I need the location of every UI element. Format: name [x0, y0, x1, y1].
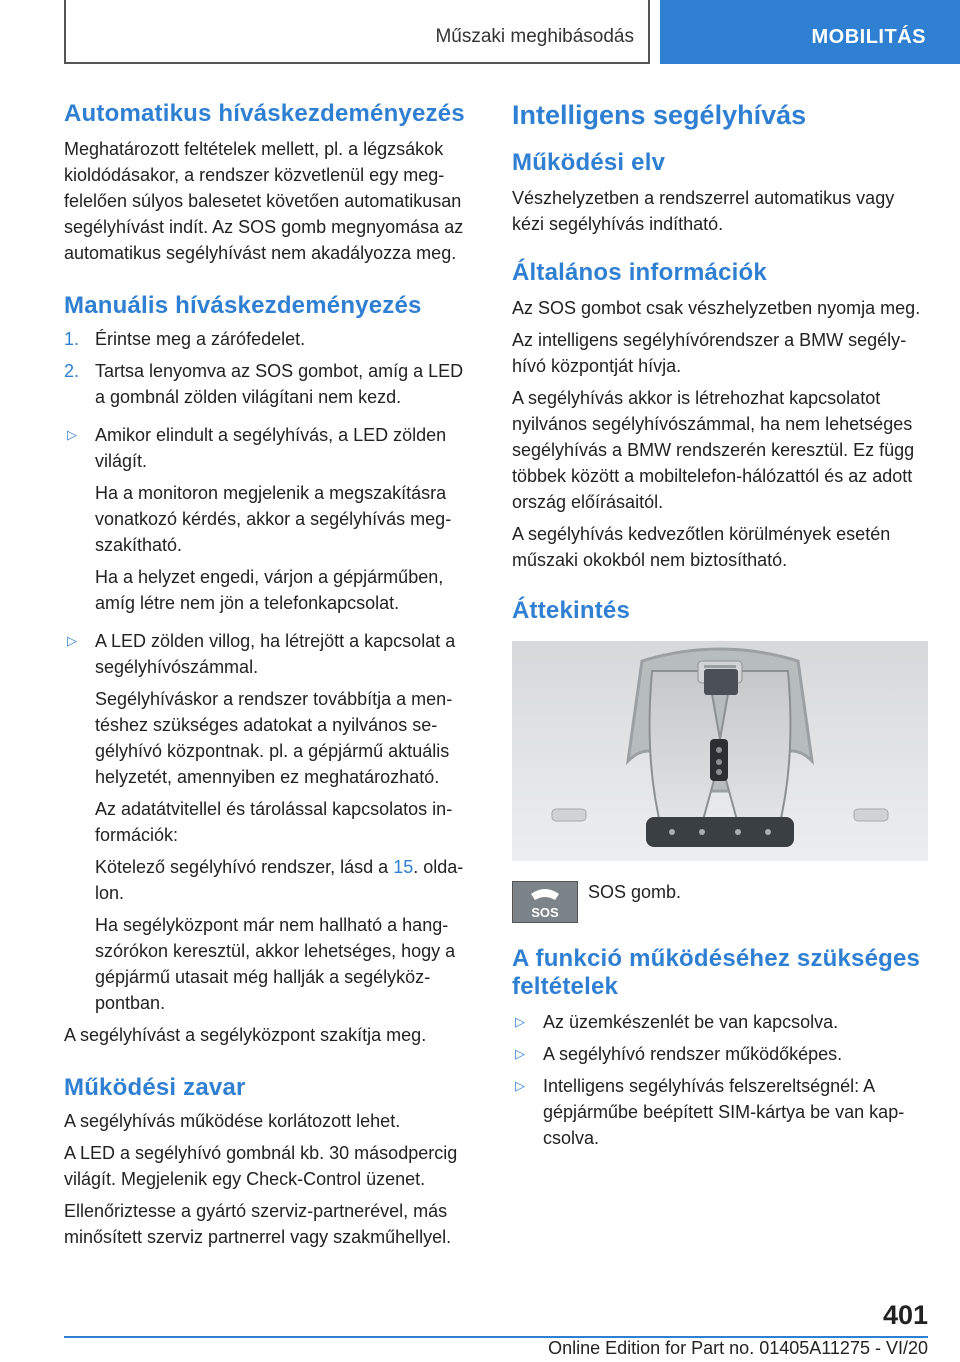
fault-heading: Működési zavar: [64, 1074, 246, 1101]
step-item: [64, 326, 476, 352]
chapter-tab-label: MOBILITÁS: [811, 26, 926, 48]
ref-text-after: . oldalon.: [95, 857, 464, 903]
sos-caption: SOS gomb.: [588, 882, 682, 902]
fault-text: Ellenőriztesse a gyártó szerviz-partnerével, más minősített szerviz partnerrel vagy szakműhellyel.: [64, 1201, 452, 1247]
auto-call-heading: Automatikus híváskezdeményezés: [64, 100, 465, 127]
overhead-console-photo: [512, 641, 928, 861]
bullet-subtext: Az adatátvitellel és tárolással kapcsolatos információk:: [95, 799, 453, 845]
principle-text: Vészhelyzetben a rendszerrel automatikus vagy kézi segélyhívás indítható.: [512, 188, 895, 234]
left-column: [64, 100, 476, 1250]
step-number: 2.: [64, 361, 80, 381]
triangle-bullet-icon: ▷: [515, 1046, 525, 1061]
overview-heading: Áttekintés: [512, 597, 631, 624]
requirement-item: [512, 1041, 928, 1067]
sos-icon-label: SOS: [531, 905, 559, 920]
bullet-text: A LED zölden villog, ha létrejött a kapcsolat a segélyhívószámmal.: [95, 631, 456, 677]
page-reference-link[interactable]: 15: [393, 857, 414, 877]
bullet-subtext: [64, 854, 476, 906]
section-title: Műszaki meghibásodás: [435, 26, 634, 47]
step-text: Érintse meg a zárófedelet.: [95, 329, 306, 349]
general-text: Az SOS gombot csak vészhelyzetben nyomja meg.: [512, 298, 921, 318]
triangle-bullet-icon: ▷: [515, 1078, 525, 1093]
requirements-list: [512, 1009, 928, 1151]
fault-text: A LED a segélyhívó gombnál kb. 30 másodpercig világít. Megjelenik egy Check-Control üzenet.: [64, 1143, 458, 1189]
page-title: Intelligens segélyhívás: [512, 100, 807, 130]
chapter-tab: [660, 0, 960, 64]
sos-legend: [512, 879, 928, 935]
bullet-subtext: Segélyhíváskor a rendszer továbbítja a mentéshez szükséges adatokat a nyilvános segélyhívó központnak. pl. a gépjármű aktuális helyzetét, amennyiben ez meghatározható.: [95, 689, 453, 787]
sos-button-icon: [512, 881, 578, 923]
general-text: A segélyhívás kedvezőtlen körülmények esetén műszaki okokból nem biztosítható.: [512, 524, 891, 570]
general-text: A segélyhívás akkor is létrehozhat kapcsolatot nyilvános segélyhívószámmal, ha nem lehetséges segélyhívás a BMW rendszerén keresztül. Ez függ többek között a mobiltelefon-hálózattól és az adott ország előírásaitól.: [512, 388, 915, 512]
bullet-item: [64, 628, 476, 680]
requirement-text: Az üzemkészenlét be van kapcsolva.: [543, 1012, 839, 1032]
page-number: 401: [882, 1300, 928, 1330]
manual-call-heading: Manuális híváskezdeményezés: [64, 292, 422, 319]
right-column: [512, 100, 928, 1151]
bullet-subtext: Ha segélyközpont már nem hallható a hangszórókon keresztül, akkor lehetséges, hogy a gépjármű utasait még hallják a segélyközpontban.: [95, 915, 456, 1013]
requirement-text: Intelligens segélyhívás felszereltségnél: A gépjárműbe beépített SIM-kártya be van kapcsolva.: [543, 1076, 905, 1148]
step-number: 1.: [64, 329, 80, 349]
step-item: [64, 358, 476, 410]
steps-list: [64, 326, 476, 1016]
bullet-subtext: Ha a helyzet engedi, várjon a gépjárműben, amíg létre nem jön a telefonkapcsolat.: [95, 567, 444, 613]
general-text: Az intelligens segélyhívórendszer a BMW segélyhívó központját hívja.: [512, 330, 907, 376]
general-info-heading: Általános információk: [512, 259, 767, 286]
requirements-heading: A funkció működéséhez szükséges feltételek: [512, 945, 921, 1000]
end-call-text: A segélyhívást a segélyközpont szakítja meg.: [64, 1025, 427, 1045]
bullet-item: [64, 422, 476, 474]
triangle-bullet-icon: ▷: [67, 427, 77, 442]
requirement-item: [512, 1009, 928, 1035]
triangle-bullet-icon: ▷: [67, 633, 77, 648]
bullet-text: Amikor elindult a segélyhívás, a LED zölden világít.: [95, 425, 447, 471]
step-text: Tartsa lenyomva az SOS gombot, amíg a LED a gombnál zölden világítani nem kezd.: [95, 361, 464, 407]
requirement-item: [512, 1073, 928, 1151]
triangle-bullet-icon: ▷: [515, 1014, 525, 1029]
auto-call-text: Meghatározott feltételek mellett, pl. a légzsákok kioldódásakor, a rendszer közvetlenül egy megfelelően súlyos balesetet követően automatikusan segélyhívást indít. Az SOS gomb megnyomása az automatikus segélyhívást nem akadályozza meg.: [64, 139, 464, 263]
fault-text: A segélyhívás működése korlátozott lehet.: [64, 1111, 401, 1131]
principle-heading: Működési elv: [512, 149, 666, 176]
edition-text: Online Edition for Part no. 01405A11275 - VI/20: [548, 1338, 928, 1358]
bullet-subtext: Ha a monitoron megjelenik a megszakításra vonatkozó kérdés, akkor a segélyhívás megszakítható.: [95, 483, 452, 555]
requirement-text: A segélyhívó rendszer működőképes.: [543, 1044, 843, 1064]
ref-text-before: Kötelező segélyhívó rendszer, lásd a: [95, 857, 394, 877]
